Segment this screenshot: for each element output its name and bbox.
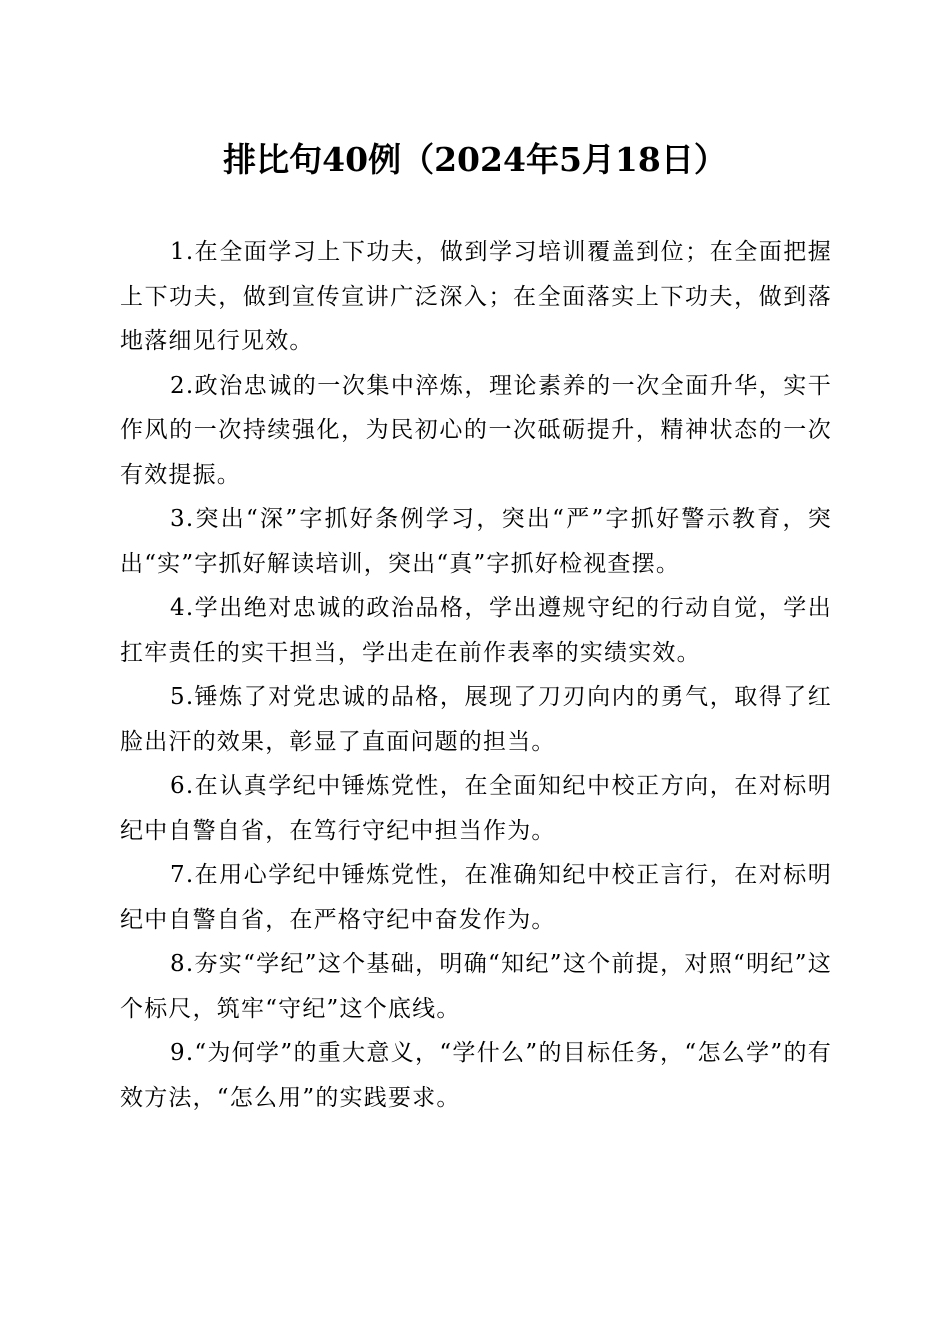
paragraph-8: 8.夯实“学纪”这个基础，明确“知纪”这个前提，对照“明纪”这个标尺，筑牢“守纪”这个底线。 [120, 951, 832, 1022]
paragraph-7: 7.在用心学纪中锤炼党性，在准确知纪中校正言行，在对标明纪中自警自省，在严格守纪中奋发作为。 [120, 862, 832, 933]
paragraph-3: 3.突出“深”字抓好条例学习，突出“严”字抓好警示教育，突出“实”字抓好解读培训，突出“真”字抓好检视查摆。 [120, 506, 832, 577]
paragraph-9: 9.“为何学”的重大意义，“学什么”的目标任务，“怎么学”的有效方法，“怎么用”的实践要求。 [120, 1040, 832, 1111]
paragraph-5: 5.锤炼了对党忠诚的品格，展现了刀刃向内的勇气，取得了红脸出汗的效果，彰显了直面问题的担当。 [120, 684, 832, 755]
paragraph-2: 2.政治忠诚的一次集中淬炼，理论素养的一次全面升华，实干作风的一次持续强化，为民初心的一次砥砺提升，精神状态的一次有效提振。 [120, 372, 832, 488]
paragraph-6: 6.在认真学纪中锤炼党性，在全面知纪中校正方向，在对标明纪中自警自省，在笃行守纪中担当作为。 [120, 773, 832, 844]
document-title: 排比句40例（2024年5月18日） [223, 140, 727, 179]
document-body [120, 230, 832, 1120]
paragraph-1: 1.在全面学习上下功夫，做到学习培训覆盖到位；在全面把握上下功夫，做到宣传宣讲广泛深入；在全面落实上下功夫，做到落地落细见行见效。 [120, 239, 832, 354]
paragraph-4: 4.学出绝对忠诚的政治品格，学出遵规守纪的行动自觉，学出扛牢责任的实干担当，学出走在前作表率的实绩实效。 [120, 595, 832, 666]
